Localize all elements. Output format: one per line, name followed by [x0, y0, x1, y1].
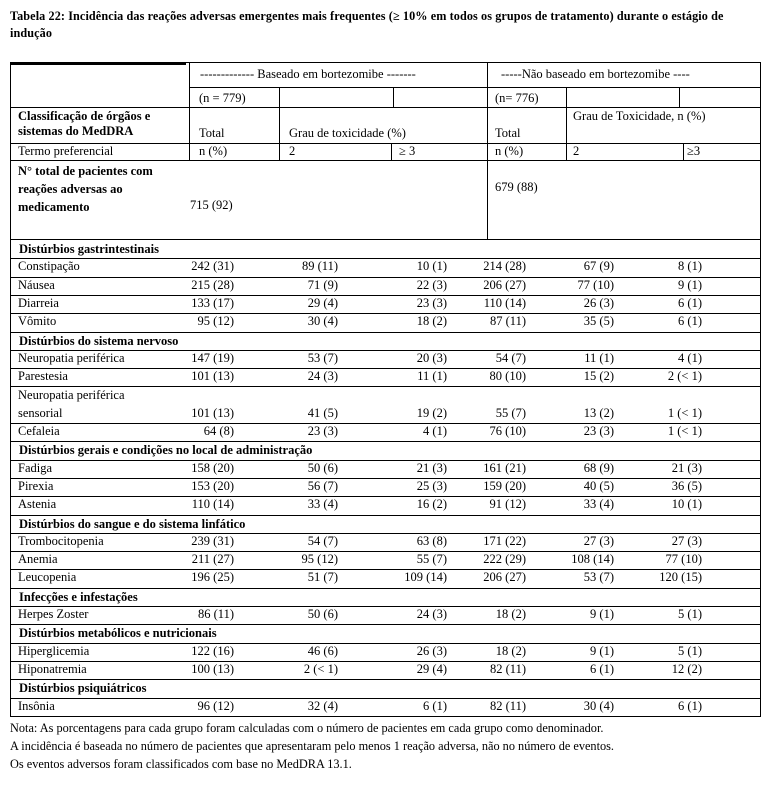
value-cell: 23 (3) — [307, 424, 338, 438]
value-cell: 82 (11) — [490, 698, 526, 713]
divider — [11, 143, 760, 144]
value-cell: 206 (27) — [483, 277, 526, 292]
term-cell: Neuropatia periférica — [18, 350, 125, 365]
value-cell: 96 (12) — [197, 698, 234, 713]
value-cell: 4 (1) — [423, 424, 447, 438]
value-cell: 171 (22) — [483, 533, 526, 548]
table-row — [11, 277, 760, 295]
value-cell: 56 (7) — [307, 478, 338, 493]
value-cell: 27 (3) — [583, 533, 614, 548]
value-cell: 159 (20) — [483, 478, 526, 493]
value-cell: 2 (< 1) — [303, 661, 338, 676]
total-patients-a: 715 (92) — [190, 198, 233, 212]
value-cell: 54 (7) — [307, 533, 338, 548]
term-cell: Pirexia — [18, 478, 54, 493]
npct-a-label: n (%) — [199, 144, 228, 158]
value-cell: 5 (1) — [678, 643, 702, 658]
value-cell: 27 (3) — [671, 533, 702, 548]
divider — [11, 716, 760, 717]
section-title: Infecções e infestações — [19, 589, 138, 604]
section-title: Distúrbios do sangue e do sistema linfático — [19, 516, 246, 531]
value-cell: 1 (< 1) — [667, 405, 702, 420]
grade-b-label: Grau de Toxicidade, n (%) — [573, 109, 706, 123]
value-cell: 50 (6) — [307, 460, 338, 475]
table-row — [11, 643, 760, 661]
term-cell: Diarreia — [18, 295, 59, 310]
value-cell: 100 (13) — [191, 661, 234, 676]
value-cell: 86 (11) — [198, 607, 234, 621]
divider — [11, 679, 760, 680]
divider — [11, 515, 760, 516]
table-row — [11, 258, 760, 276]
section-title: Distúrbios metabólicos e nutricionais — [19, 626, 217, 641]
value-cell: 133 (17) — [191, 295, 234, 310]
value-cell: 5 (1) — [678, 607, 702, 621]
value-cell: 214 (28) — [483, 259, 526, 274]
value-cell: 4 (1) — [678, 350, 702, 365]
term-cell: Neuropatia periférica sensorial — [18, 388, 125, 421]
value-cell: 9 (1) — [678, 277, 702, 292]
table-row — [11, 313, 760, 331]
value-cell: 11 (1) — [584, 350, 614, 365]
table-row — [11, 698, 760, 716]
value-cell: 29 (4) — [307, 295, 338, 310]
divider — [566, 87, 567, 160]
value-cell: 46 (6) — [307, 643, 338, 658]
term-cell: Parestesia — [18, 369, 68, 384]
section-title: Distúrbios do sistema nervoso — [19, 333, 179, 348]
table-row — [11, 551, 760, 569]
divider — [393, 87, 394, 107]
value-cell: 101 (13) — [191, 369, 234, 384]
value-cell: 95 (12) — [301, 552, 338, 567]
value-cell: 13 (2) — [583, 405, 614, 420]
value-cell: 10 (1) — [671, 497, 702, 512]
g2-a-label: 2 — [289, 144, 296, 158]
total-patients-label: N° total de pacientes com reações adversas ao medicamento — [18, 164, 153, 214]
value-cell: 19 (2) — [416, 405, 447, 420]
value-cell: 110 (14) — [483, 295, 526, 310]
total-patients-b: 679 (88) — [495, 180, 538, 194]
table-row — [11, 478, 760, 496]
value-cell: 33 (4) — [307, 497, 338, 512]
divider — [11, 441, 760, 442]
value-cell: 95 (12) — [197, 314, 234, 329]
divider — [11, 239, 760, 240]
table-row — [11, 386, 760, 423]
divider — [487, 63, 488, 239]
value-cell: 211 (27) — [191, 552, 234, 567]
value-cell: 120 (15) — [659, 570, 702, 585]
divider — [189, 63, 190, 160]
value-cell: 35 (5) — [583, 314, 614, 329]
term-cell: Hiperglicemia — [18, 643, 90, 658]
value-cell: 54 (7) — [495, 350, 526, 365]
divider — [279, 87, 280, 160]
value-cell: 23 (3) — [416, 295, 447, 310]
table-row — [11, 661, 760, 679]
term-cell: Herpes Zoster — [18, 607, 89, 621]
table-row — [11, 496, 760, 514]
table-row — [11, 533, 760, 551]
table-row — [11, 423, 760, 441]
value-cell: 109 (14) — [404, 570, 447, 585]
table-title: Tabela 22: Incidência das reações adversas emergentes mais frequentes (≥ 10% em todos os grupos de tratamento) durante o estágio de indução — [10, 9, 724, 40]
table-note — [10, 719, 765, 773]
value-cell: 53 (7) — [583, 570, 614, 585]
section-title: Distúrbios gerais e condições no local de administração — [19, 443, 313, 458]
value-cell: 23 (3) — [583, 424, 614, 438]
value-cell: 76 (10) — [489, 424, 526, 438]
value-cell: 10 (1) — [416, 259, 447, 274]
divider — [11, 624, 760, 625]
group-a-header: ------------- Baseado em bortezomibe ------- — [200, 67, 416, 81]
value-cell: 30 (4) — [307, 314, 338, 329]
value-cell: 1 (< 1) — [667, 424, 702, 438]
table-row — [11, 368, 760, 386]
value-cell: 50 (6) — [307, 607, 338, 621]
term-cell: Leucopenia — [18, 570, 77, 585]
value-cell: 77 (10) — [665, 552, 702, 567]
term-cell: Trombocitopenia — [18, 533, 104, 548]
table-row — [11, 569, 760, 587]
divider — [11, 107, 760, 108]
group-b-header: -----Não baseado em bortezomibe ---- — [501, 67, 690, 81]
divider — [11, 63, 186, 65]
value-cell: 239 (31) — [191, 533, 234, 548]
value-cell: 2 (< 1) — [667, 369, 702, 384]
value-cell: 15 (2) — [583, 369, 614, 384]
value-cell: 101 (13) — [191, 405, 234, 420]
section-title: Distúrbios psiquiátricos — [19, 681, 147, 696]
note-line: Os eventos adversos foram classificados com base no MedDRA 13.1. — [10, 757, 352, 771]
value-cell: 21 (3) — [416, 460, 447, 475]
value-cell: 26 (3) — [416, 643, 447, 658]
total-b-label: Total — [495, 126, 521, 140]
value-cell: 67 (9) — [583, 259, 614, 274]
divider — [189, 87, 760, 88]
value-cell: 215 (28) — [191, 277, 234, 292]
value-cell: 41 (5) — [307, 405, 338, 420]
value-cell: 53 (7) — [307, 350, 338, 365]
value-cell: 110 (14) — [191, 497, 234, 512]
value-cell: 25 (3) — [416, 478, 447, 493]
value-cell: 6 (1) — [590, 661, 614, 676]
total-a-label: Total — [199, 126, 225, 140]
value-cell: 24 (3) — [416, 607, 447, 621]
value-cell: 196 (25) — [191, 570, 234, 585]
value-cell: 80 (10) — [489, 369, 526, 384]
value-cell: 87 (11) — [490, 314, 526, 329]
g3-b-label: ≥3 — [687, 144, 701, 158]
value-cell: 206 (27) — [483, 570, 526, 585]
value-cell: 26 (3) — [583, 295, 614, 310]
value-cell: 6 (1) — [678, 295, 702, 310]
value-cell: 6 (1) — [423, 698, 447, 713]
note-line: Nota: As porcentagens para cada grupo foram calculadas com o número de pacientes em cada grupo como denominador. — [10, 721, 604, 735]
section-title: Distúrbios gastrintestinais — [19, 242, 159, 256]
g3-a-label: ≥ 3 — [399, 144, 416, 158]
divider — [11, 332, 760, 333]
value-cell: 89 (11) — [302, 259, 338, 274]
value-cell: 147 (19) — [191, 350, 234, 365]
value-cell: 36 (5) — [671, 478, 702, 493]
value-cell: 91 (12) — [489, 497, 526, 512]
term-cell: Vômito — [18, 314, 57, 329]
table-row — [11, 606, 760, 624]
grade-a-label: Grau de toxicidade (%) — [289, 126, 406, 140]
value-cell: 77 (10) — [577, 277, 614, 292]
value-cell: 30 (4) — [583, 698, 614, 713]
value-cell: 22 (3) — [416, 277, 447, 292]
value-cell: 21 (3) — [671, 460, 702, 475]
value-cell: 40 (5) — [583, 478, 614, 493]
g2-b-label: 2 — [573, 144, 580, 158]
value-cell: 108 (14) — [571, 552, 614, 567]
term-cell: Hiponatremia — [18, 661, 87, 676]
value-cell: 9 (1) — [590, 643, 614, 658]
n-a: (n = 779) — [199, 91, 246, 105]
term-cell: Constipação — [18, 259, 80, 274]
value-cell: 29 (4) — [416, 661, 447, 676]
term-cell: Astenia — [18, 497, 57, 512]
value-cell: 82 (11) — [490, 661, 526, 676]
value-cell: 33 (4) — [583, 497, 614, 512]
value-cell: 18 (2) — [495, 607, 526, 621]
note-line: A incidência é baseada no número de pacientes que apresentaram pelo menos 1 reação adversa, não no número de eventos. — [10, 739, 615, 753]
value-cell: 55 (7) — [495, 405, 526, 420]
value-cell: 18 (2) — [495, 643, 526, 658]
pt-label: Termo preferencial — [18, 144, 114, 158]
value-cell: 158 (20) — [191, 460, 234, 475]
value-cell: 16 (2) — [416, 497, 447, 512]
value-cell: 8 (1) — [678, 259, 702, 274]
value-cell: 242 (31) — [191, 259, 234, 274]
n-b: (n= 776) — [495, 91, 539, 105]
value-cell: 18 (2) — [416, 314, 447, 329]
value-cell: 55 (7) — [416, 552, 447, 567]
divider — [11, 160, 760, 161]
term-cell: Cefaleia — [18, 424, 60, 438]
value-cell: 6 (1) — [678, 314, 702, 329]
value-cell: 222 (29) — [483, 552, 526, 567]
value-cell: 68 (9) — [583, 460, 614, 475]
table-row — [11, 295, 760, 313]
npct-b-label: n (%) — [495, 144, 524, 158]
term-cell: Náusea — [18, 277, 55, 292]
value-cell: 122 (16) — [191, 643, 234, 658]
value-cell: 71 (9) — [307, 277, 338, 292]
term-cell: Fadiga — [18, 460, 53, 475]
table-row — [11, 350, 760, 368]
term-cell: Insônia — [18, 698, 55, 713]
term-cell: Anemia — [18, 552, 58, 567]
soc-label: Classificação de órgãos e sistemas do MedDRA — [18, 109, 151, 138]
value-cell: 11 (1) — [417, 369, 447, 384]
value-cell: 6 (1) — [678, 698, 702, 713]
value-cell: 24 (3) — [307, 369, 338, 384]
divider — [679, 87, 680, 107]
divider — [683, 143, 684, 160]
value-cell: 63 (8) — [416, 533, 447, 548]
value-cell: 9 (1) — [590, 607, 614, 621]
table-row — [11, 460, 760, 478]
value-cell: 20 (3) — [416, 350, 447, 365]
value-cell: 32 (4) — [307, 698, 338, 713]
value-cell: 12 (2) — [671, 661, 702, 676]
divider — [391, 143, 392, 160]
divider — [11, 588, 760, 589]
adverse-reactions-table — [10, 62, 761, 717]
value-cell: 153 (20) — [191, 478, 234, 493]
value-cell: 161 (21) — [483, 460, 526, 475]
value-cell: 64 (8) — [203, 424, 234, 438]
value-cell: 51 (7) — [307, 570, 338, 585]
